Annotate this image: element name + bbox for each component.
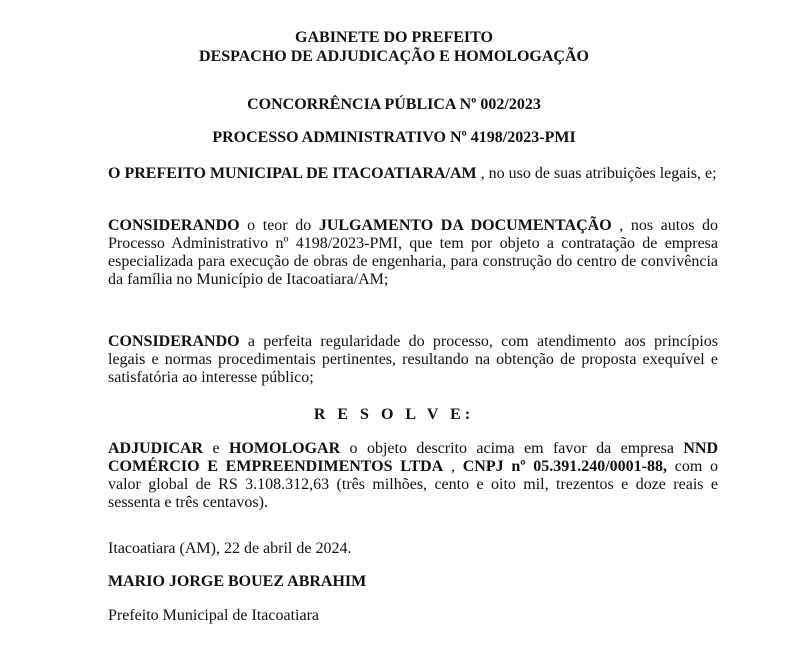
signer-name: MARIO JORGE BOUEZ ABRAHIM [108,573,367,590]
considering-1-lead: CONSIDERANDO [108,217,240,234]
considering-1-mid: o teor do [239,217,319,234]
considering-paragraph-1 [108,217,718,289]
considering-1-emphasis: JULGAMENTO DA DOCUMENTAÇÃO [318,217,612,234]
decision-value-text: com o valor global de RS 3.108.312,63 (três milhões, cento e oito mil, trezentos e doze reais e sessenta e três centavos). [108,458,719,511]
document-type-heading: DESPACHO DE ADJUDICAÇÃO E HOMOLOGAÇÃO [199,48,589,65]
decision-mid-text: o objeto descrito acima em favor da empresa [340,440,684,457]
intro-subject: O PREFEITO MUNICIPAL DE ITACOATIARA/AM [108,165,477,182]
considering-paragraph-2 [108,333,718,387]
decision-verb-adjudicar: ADJUDICAR [108,440,204,457]
process-heading: PROCESSO ADMINISTRATIVO Nº 4198/2023-PMI [212,129,576,146]
company-cnpj: CNPJ nº 05.391.240/0001-88, [462,458,667,475]
resolve-heading: R E S O L V E: [313,406,475,423]
date-line: Itacoatiara (AM), 22 de abril de 2024. [108,540,352,557]
tender-heading: CONCORRÊNCIA PÚBLICA Nº 002/2023 [247,96,541,113]
intro-text: , no uso de suas atribuições legais, e; [476,165,717,182]
decision-conjunction: e [203,440,230,457]
considering-2-text: a perfeita regularidade do processo, com atendimento aos princípios legais e normas procedimentais pertinentes, resultando na obtenção de proposta exequível e satisfatória ao interesse público; [108,333,718,386]
office-heading: GABINETE DO PREFEITO [295,29,493,46]
intro-paragraph [108,165,718,183]
company-name: NND COMÉRCIO E EMPREENDIMENTOS LTDA [108,440,719,475]
decision-separator: , [443,458,463,475]
signer-role: Prefeito Municipal de Itacoatiara [108,607,320,624]
decision-paragraph [108,440,718,512]
decision-verb-homologar: HOMOLOGAR [229,440,341,457]
considering-2-lead: CONSIDERANDO [108,333,240,350]
considering-1-text: , nos autos do Processo Administrativo nº 4198/2023-PMI, que tem por objeto a contratação de empresa especializada para execução de obras de engenharia, para construção do centro de convivência da família no Município de Itacoatiara/AM; [108,217,719,288]
